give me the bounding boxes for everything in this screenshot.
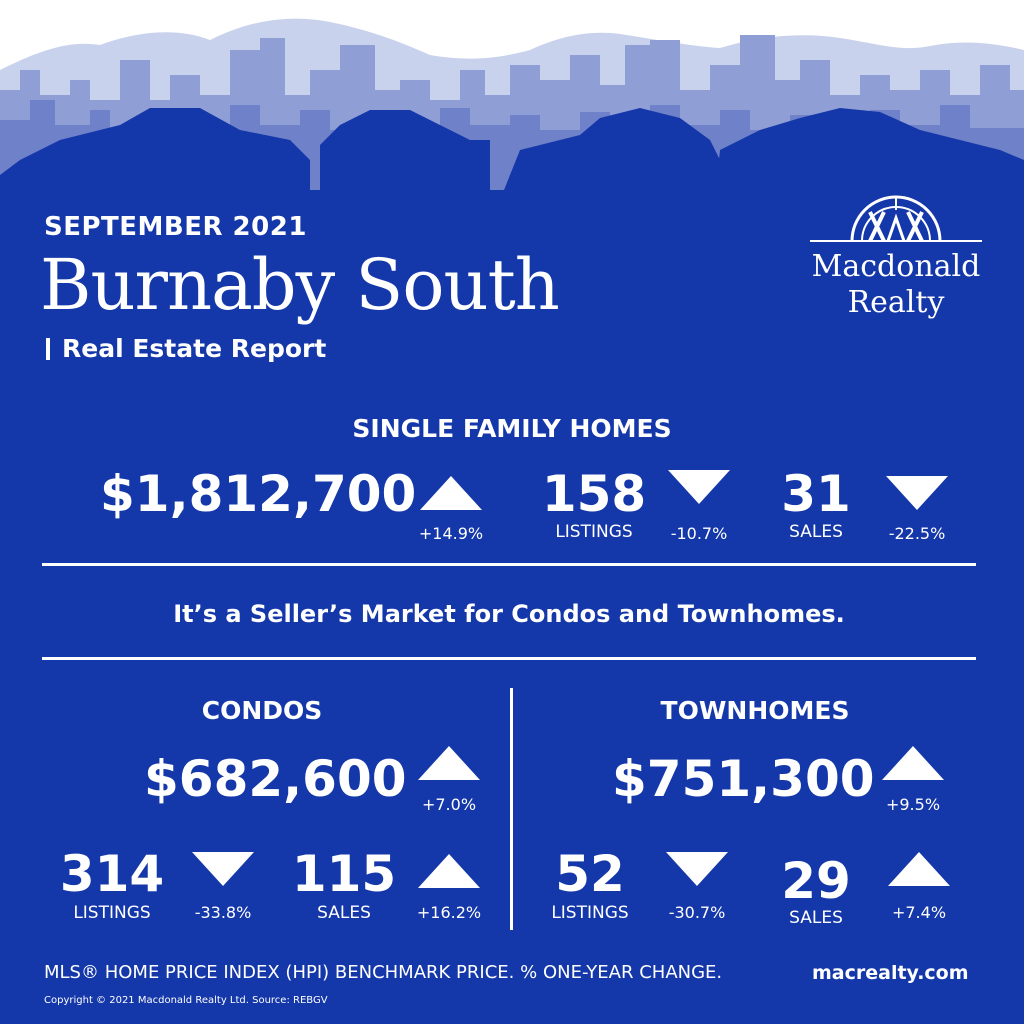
report-month: SEPTEMBER 2021 bbox=[44, 212, 307, 242]
townhomes-listings-label: LISTINGS bbox=[551, 903, 629, 923]
footer-note: MLS® HOME PRICE INDEX (HPI) BENCHMARK PRICE. % ONE-YEAR CHANGE. bbox=[44, 962, 723, 983]
townhomes-sales-label: SALES bbox=[789, 908, 843, 928]
market-message: It’s a Seller’s Market for Condos and Townhomes. bbox=[173, 600, 845, 628]
condos-listings-down-arrow-icon bbox=[192, 852, 254, 886]
condos-listings-change: -33.8% bbox=[194, 903, 252, 922]
condos-sales-up-arrow-icon bbox=[418, 854, 480, 888]
single-family-price-change: +14.9% bbox=[418, 524, 484, 543]
townhomes-listings-change: -30.7% bbox=[668, 903, 726, 922]
single-family-sales-down-arrow-icon bbox=[886, 476, 948, 510]
city-skyline-illustration bbox=[0, 0, 1024, 200]
condos-listings-label: LISTINGS bbox=[73, 903, 151, 923]
single-family-listings-label: LISTINGS bbox=[555, 522, 633, 542]
single-family-sales-change: -22.5% bbox=[888, 524, 946, 543]
condos-price-up-arrow-icon bbox=[418, 746, 480, 780]
single-family-sales-label: SALES bbox=[789, 522, 843, 542]
townhomes-heading: TOWNHOMES bbox=[660, 696, 850, 725]
townhomes-listings: 52 bbox=[555, 845, 625, 903]
subtitle-bar bbox=[46, 338, 50, 360]
logo-text-line1: Macdonald bbox=[811, 249, 981, 284]
single-family-listings: 158 bbox=[541, 465, 647, 523]
single-family-price-up-arrow-icon bbox=[420, 476, 482, 510]
section-divider-vertical bbox=[510, 688, 513, 930]
logo-emblem-icon bbox=[808, 190, 984, 246]
townhomes-price-change: +9.5% bbox=[885, 795, 941, 814]
condos-sales: 115 bbox=[291, 845, 397, 903]
single-family-price: $1,812,700 bbox=[100, 465, 417, 523]
townhomes-price: $751,300 bbox=[612, 750, 875, 808]
townhomes-sales-change: +7.4% bbox=[891, 903, 947, 922]
divider-top bbox=[42, 563, 976, 566]
condos-price-change: +7.0% bbox=[421, 795, 477, 814]
townhomes-price-up-arrow-icon bbox=[882, 746, 944, 780]
townhomes-listings-down-arrow-icon bbox=[666, 852, 728, 886]
condos-sales-change: +16.2% bbox=[416, 903, 482, 922]
logo-text-line2: Realty bbox=[847, 285, 945, 320]
condos-listings: 314 bbox=[59, 845, 165, 903]
condos-price: $682,600 bbox=[144, 750, 407, 808]
footer-copyright: Copyright © 2021 Macdonald Realty Ltd. Source: REBGV bbox=[44, 995, 328, 1006]
report-subtitle bbox=[46, 334, 326, 363]
website-link[interactable]: macrealty.com bbox=[812, 962, 969, 984]
single-family-heading: SINGLE FAMILY HOMES bbox=[352, 414, 672, 443]
townhomes-sales: 29 bbox=[781, 852, 851, 910]
condos-heading: CONDOS bbox=[201, 696, 323, 725]
page-title: Burnaby South bbox=[40, 244, 559, 326]
single-family-sales: 31 bbox=[781, 465, 851, 523]
townhomes-sales-up-arrow-icon bbox=[888, 852, 950, 886]
divider-middle bbox=[42, 657, 976, 660]
subtitle-text: Real Estate Report bbox=[62, 334, 327, 363]
single-family-listings-down-arrow-icon bbox=[668, 470, 730, 504]
macdonald-realty-logo bbox=[808, 190, 984, 330]
condos-sales-label: SALES bbox=[317, 903, 371, 923]
single-family-listings-change: -10.7% bbox=[670, 524, 728, 543]
